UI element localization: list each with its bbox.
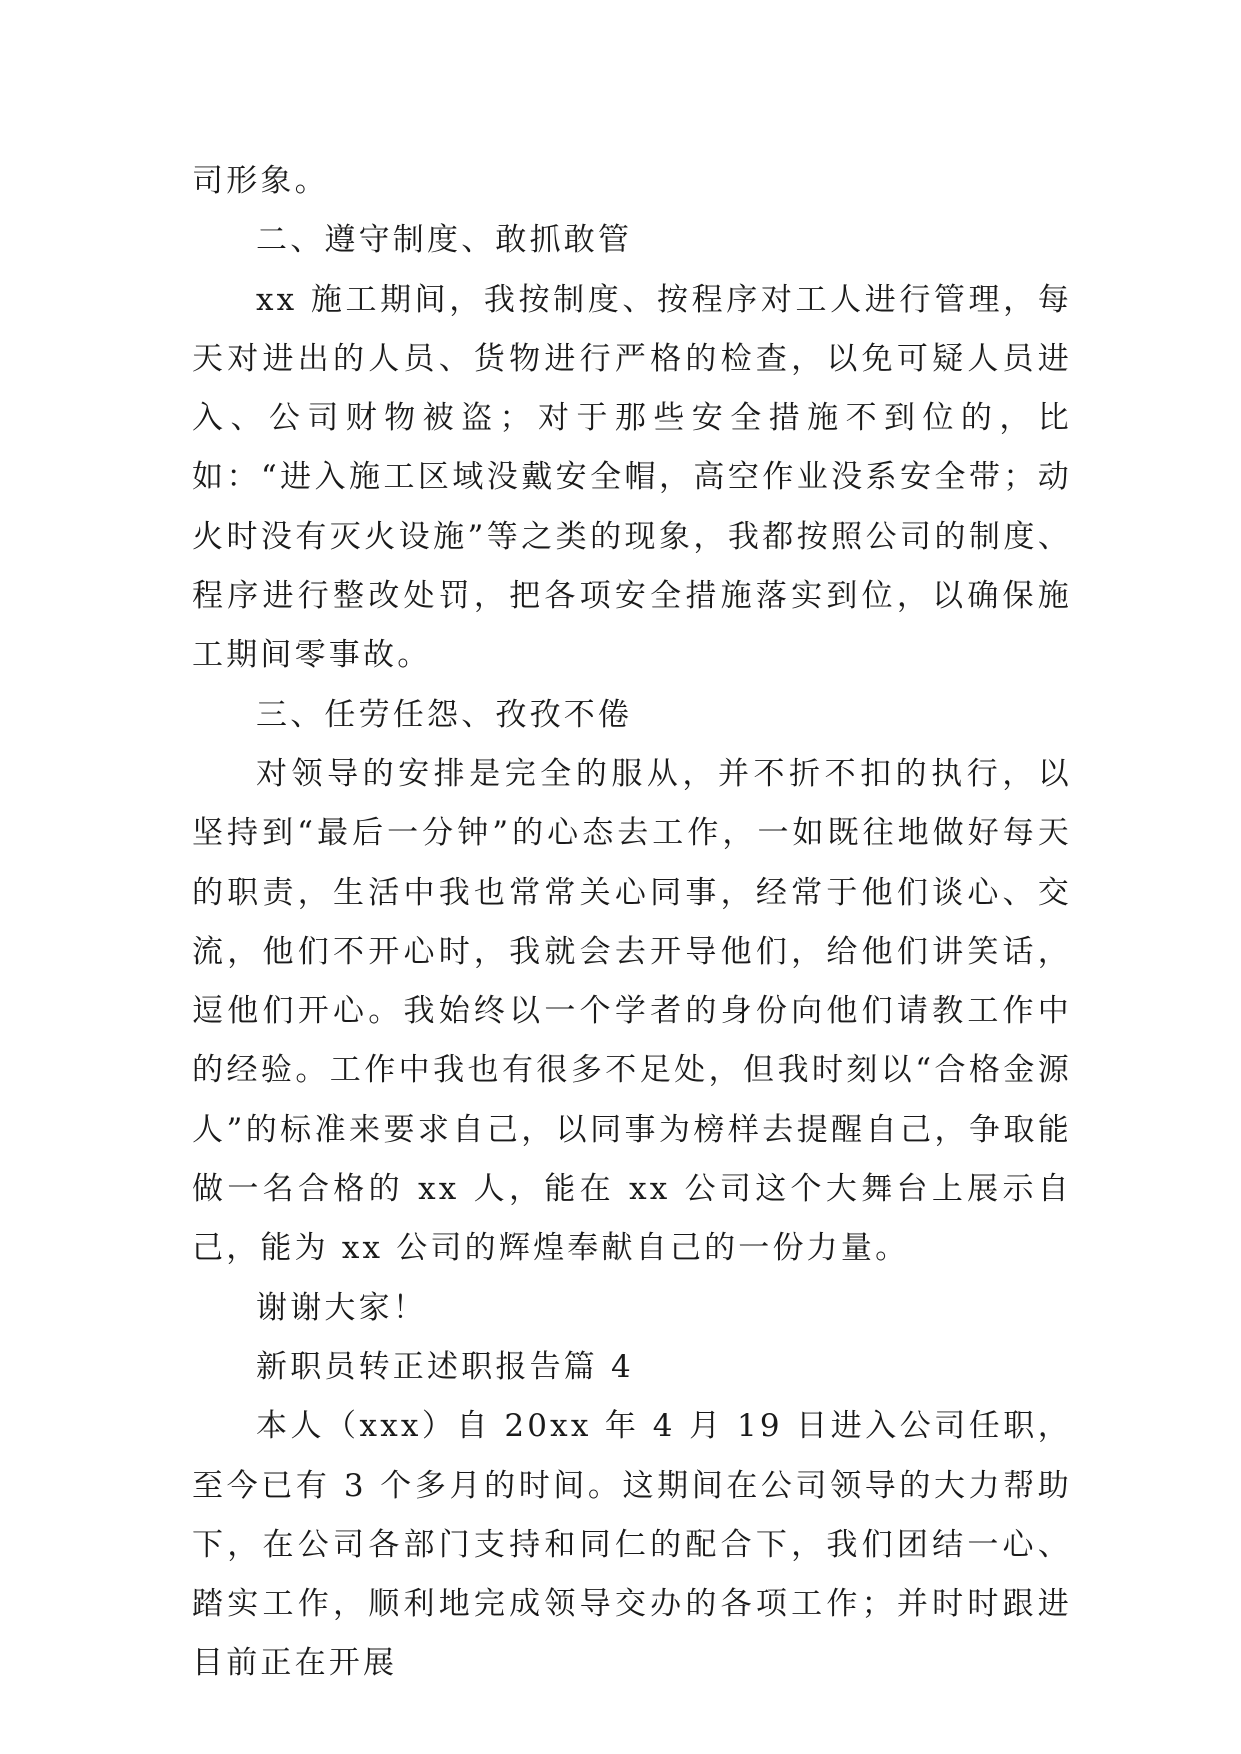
paragraph-continuation: 司形象。 <box>192 163 329 199</box>
paragraph-diligence: 对领导的安排是完全的服从，并不折不扣的执行，以坚持到“最后一分钟”的心态去工作，一如既往地做好每天的职责，生活中我也常常关心同事，经常于他们谈心、交流，他们不开心时，我就会去开导他们，给他们讲笑话，逗他们开心。我始终以一个学者的身份向他们请教工作中的经验。工作中我也有很多不足处，但我时刻以“合格金源人”的标准来要求自己，以同事为榜样去提醒自己，争取能做一名合格的 xx 人，能在 xx 公司这个大舞台上展示自己，能为 xx 公司的辉煌奉献自己的一份力量。 <box>192 755 1072 1267</box>
section-heading-3: 三、任劳任怨、孜孜不倦 <box>256 696 633 733</box>
paragraph-compliance: xx 施工期间，我按制度、按程序对工人进行管理，每天对进出的人员、货物进行严格的检查，以免可疑人员进入、公司财物被盗；对于那些安全措施不到位的，比如：“进入施工区域没戴安全帽，高空作业没系安全带；动火时没有灭火设施”等之类的现象，我都按照公司的制度、程序进行整改处罚，把各项安全措施落实到位，以确保施工期间零事故。 <box>192 281 1072 674</box>
section-heading-2: 二、遵守制度、敢抓敢管 <box>256 222 633 259</box>
closing-thanks: 谢谢大家！ <box>256 1289 427 1326</box>
document-body <box>192 152 1072 1694</box>
paragraph-intro: 本人（xxx）自 20xx 年 4 月 19 日进入公司任职，至今已有 3 个多月的时间。这期间在公司领导的大力帮助下，在公司各部门支持和同仁的配合下，我们团结一心、踏实工作，顺利地完成领导交办的各项工作；并时时跟进目前正在开展 <box>192 1408 1072 1682</box>
report-title: 新职员转正述职报告篇 4 <box>256 1348 634 1385</box>
